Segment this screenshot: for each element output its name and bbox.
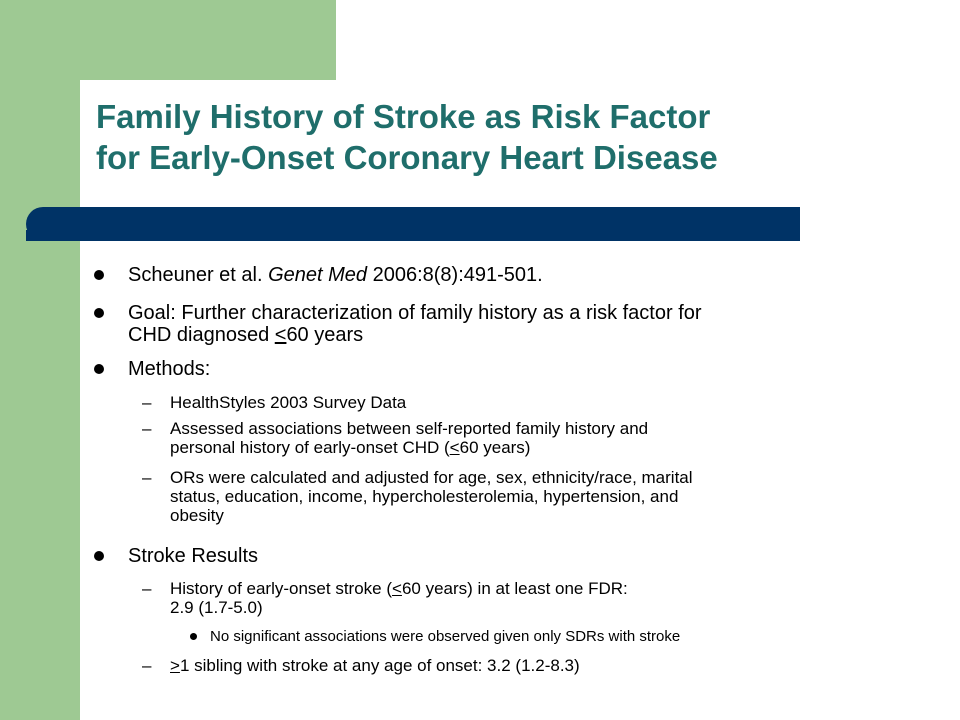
dash-marker: –: [142, 419, 152, 438]
methods-item-associations: [142, 419, 900, 457]
stroke-subitem-sdr: [210, 628, 910, 645]
methods-item-2-line-2-pre: personal history of early-onset CHD (: [170, 438, 450, 457]
stroke-item-2-text: 1 sibling with stroke at any age of onset: 3.2 (1.2-8.3): [179, 656, 580, 675]
goal-less-equal-symbol: <: [274, 324, 287, 346]
citation-authors: Scheuner et al.: [128, 264, 269, 286]
stroke-item-fdr: [142, 579, 900, 617]
stroke-item-1-line-1-post: 60 years) in at least one FDR:: [401, 579, 628, 598]
bullet-goal: [128, 302, 908, 346]
dash-marker: –: [142, 656, 152, 675]
stroke-item-1-line-2: 2.9 (1.7-5.0): [170, 598, 263, 617]
stroke-greater-equal-symbol: >: [170, 656, 180, 675]
goal-line-2-post: 60 years: [286, 324, 364, 346]
title-line-1: Family History of Stroke as Risk Factor: [96, 98, 711, 135]
stroke-item-1-line-1-pre: History of early-onset stroke (: [170, 579, 393, 598]
methods-item-3-line-3: obesity: [170, 506, 224, 525]
methods-item-1-text: HealthStyles 2003 Survey Data: [170, 393, 407, 412]
goal-line-1: Goal: Further characterization of family history as a risk factor for: [128, 302, 702, 324]
methods-item-2-line-1: Assessed associations between self-reported family history and: [170, 419, 649, 438]
goal-line-2-pre: CHD diagnosed: [128, 324, 275, 346]
methods-item-ors: [142, 468, 900, 525]
citation-details: 2006:8(8):491-501.: [367, 264, 543, 286]
dash-marker: –: [142, 468, 152, 487]
methods-item-3-line-1: ORs were calculated and adjusted for age, sex, ethnicity/race, marital: [170, 468, 693, 487]
methods-less-equal-symbol: <: [449, 438, 460, 457]
bullet-methods: [128, 358, 908, 380]
bullet-stroke-results: [128, 545, 908, 567]
methods-item-survey: [142, 393, 900, 412]
dash-marker: –: [142, 393, 152, 412]
stroke-less-equal-symbol: <: [392, 579, 402, 598]
dash-marker: –: [142, 579, 152, 598]
stroke-item-sibling: [142, 656, 900, 675]
title-line-2: for Early-Onset Coronary Heart Disease: [96, 139, 718, 176]
stroke-label: Stroke Results: [128, 545, 259, 567]
bullet-citation: [128, 264, 908, 286]
methods-label: Methods:: [128, 358, 211, 380]
citation-journal: Genet Med: [268, 264, 368, 286]
stroke-sub-1-text: No significant associations were observed given only SDRs with stroke: [210, 628, 681, 645]
methods-item-2-line-2-post: 60 years): [459, 438, 531, 457]
methods-item-3-line-2: status, education, income, hypercholesterolemia, hypertension, and: [170, 487, 679, 506]
